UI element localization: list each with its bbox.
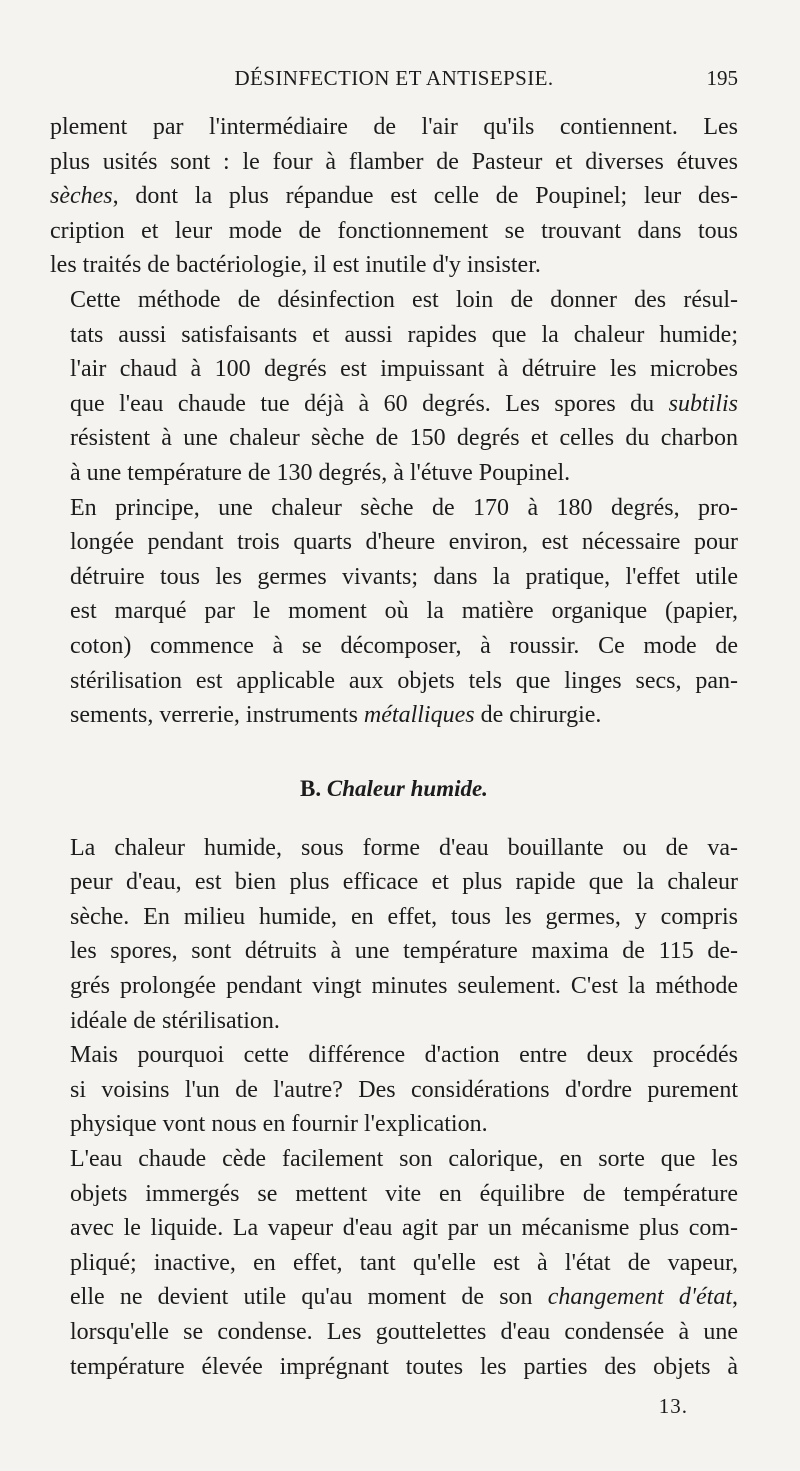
paragraph	[50, 1142, 738, 1384]
running-title: DÉSINFECTION ET ANTISEPSIE.	[234, 66, 554, 90]
body-text	[50, 110, 738, 1384]
text-line: L'eau chaude cède facilement son calorique, en sorte que les	[70, 1146, 738, 1173]
page-number: 195	[706, 66, 738, 90]
text-line: les traités de bactériologie, il est inutile d'y insister.	[50, 252, 541, 279]
text-line: physique vont nous en fournir l'explication.	[70, 1111, 488, 1138]
paragraph	[50, 491, 738, 733]
text-line: idéale de stérilisation.	[70, 1007, 280, 1034]
signature-mark: 13.	[658, 1394, 688, 1418]
text-line: les spores, sont détruits à une température maxima de 115 de-	[70, 938, 738, 965]
section-title: Chaleur humide.	[326, 775, 488, 801]
text-line: est marqué par le moment où la matière organique (papier,	[70, 598, 738, 625]
text-line: lorsqu'elle se condense. Les gouttelettes d'eau condensée à une	[70, 1319, 738, 1345]
text-line: plement par l'intermédiaire de l'air qu'ils contiennent. Les	[50, 114, 738, 140]
text-line: l'air chaud à 100 degrés est impuissant à détruire les microbes	[70, 356, 738, 383]
text-line: longée pendant trois quarts d'heure environ, est nécessaire pour	[70, 529, 738, 556]
text-line: sèche. En milieu humide, en effet, tous les germes, y compris	[70, 903, 738, 930]
text-line: à une température de 130 degrés, à l'étuve Poupinel.	[70, 459, 571, 486]
paragraph	[50, 1038, 738, 1142]
running-head	[50, 66, 738, 96]
text-line: objets immergés se mettent vite en équilibre de température	[70, 1180, 738, 1207]
text-line: si voisins l'un de l'autre? Des considérations d'ordre purement	[70, 1076, 738, 1103]
text-line: En principe, une chaleur sèche de 170 à 180 degrés, pro-	[70, 494, 738, 521]
paragraph	[50, 831, 738, 1039]
text-line: elle ne devient utile qu'au moment de son changement d'état,	[70, 1284, 739, 1311]
text-line: Mais pourquoi cette différence d'action entre deux procédés	[70, 1042, 738, 1069]
text-line: La chaleur humide, sous forme d'eau bouillante ou de va-	[70, 834, 738, 861]
text-line: cription et leur mode de fonctionnement se trouvant dans tous	[50, 217, 738, 244]
text-line: plus usités sont : le four à flamber de Pasteur et diverses étuves	[50, 148, 738, 175]
italic-term: subtilis	[668, 390, 738, 417]
italic-term: sèches	[50, 183, 113, 210]
text-line: Cette méthode de désinfection est loin de donner des résul-	[70, 286, 738, 313]
text-line: avec le liquide. La vapeur d'eau agit par un mécanisme plus com-	[70, 1215, 738, 1242]
text-line: détruire tous les germes vivants; dans la pratique, l'effet utile	[70, 563, 738, 590]
text-line: grés prolongée pendant vingt minutes seulement. C'est la méthode	[70, 973, 738, 1000]
section-label: B.	[300, 775, 322, 801]
text-line: sèches, dont la plus répandue est celle de Poupinel; leur des-	[50, 183, 738, 210]
paragraph	[50, 110, 738, 283]
section-heading	[50, 776, 738, 802]
text-line: tats aussi satisfaisants et aussi rapides que la chaleur humide;	[70, 321, 738, 348]
text-line: résistent à une chaleur sèche de 150 degrés et celles du charbon	[70, 425, 738, 452]
text-line: pliqué; inactive, en effet, tant qu'elle est à l'état de vapeur,	[70, 1249, 738, 1276]
text-line: que l'eau chaude tue déjà à 60 degrés. Les spores du subtilis	[70, 390, 738, 417]
text-line: coton) commence à se décomposer, à roussir. Ce mode de	[70, 632, 738, 659]
paragraph	[50, 283, 738, 491]
italic-term: changement d'état	[547, 1284, 733, 1311]
text-line: peur d'eau, est bien plus efficace et plus rapide que la chaleur	[70, 869, 738, 896]
text-line: stérilisation est applicable aux objets tels que linges secs, pan-	[70, 667, 738, 694]
text-line: température élevée imprégnant toutes les parties des objets à	[70, 1353, 738, 1380]
text-line: sements, verrerie, instruments métalliques de chirurgie.	[70, 702, 602, 729]
italic-term: métalliques	[363, 702, 475, 729]
